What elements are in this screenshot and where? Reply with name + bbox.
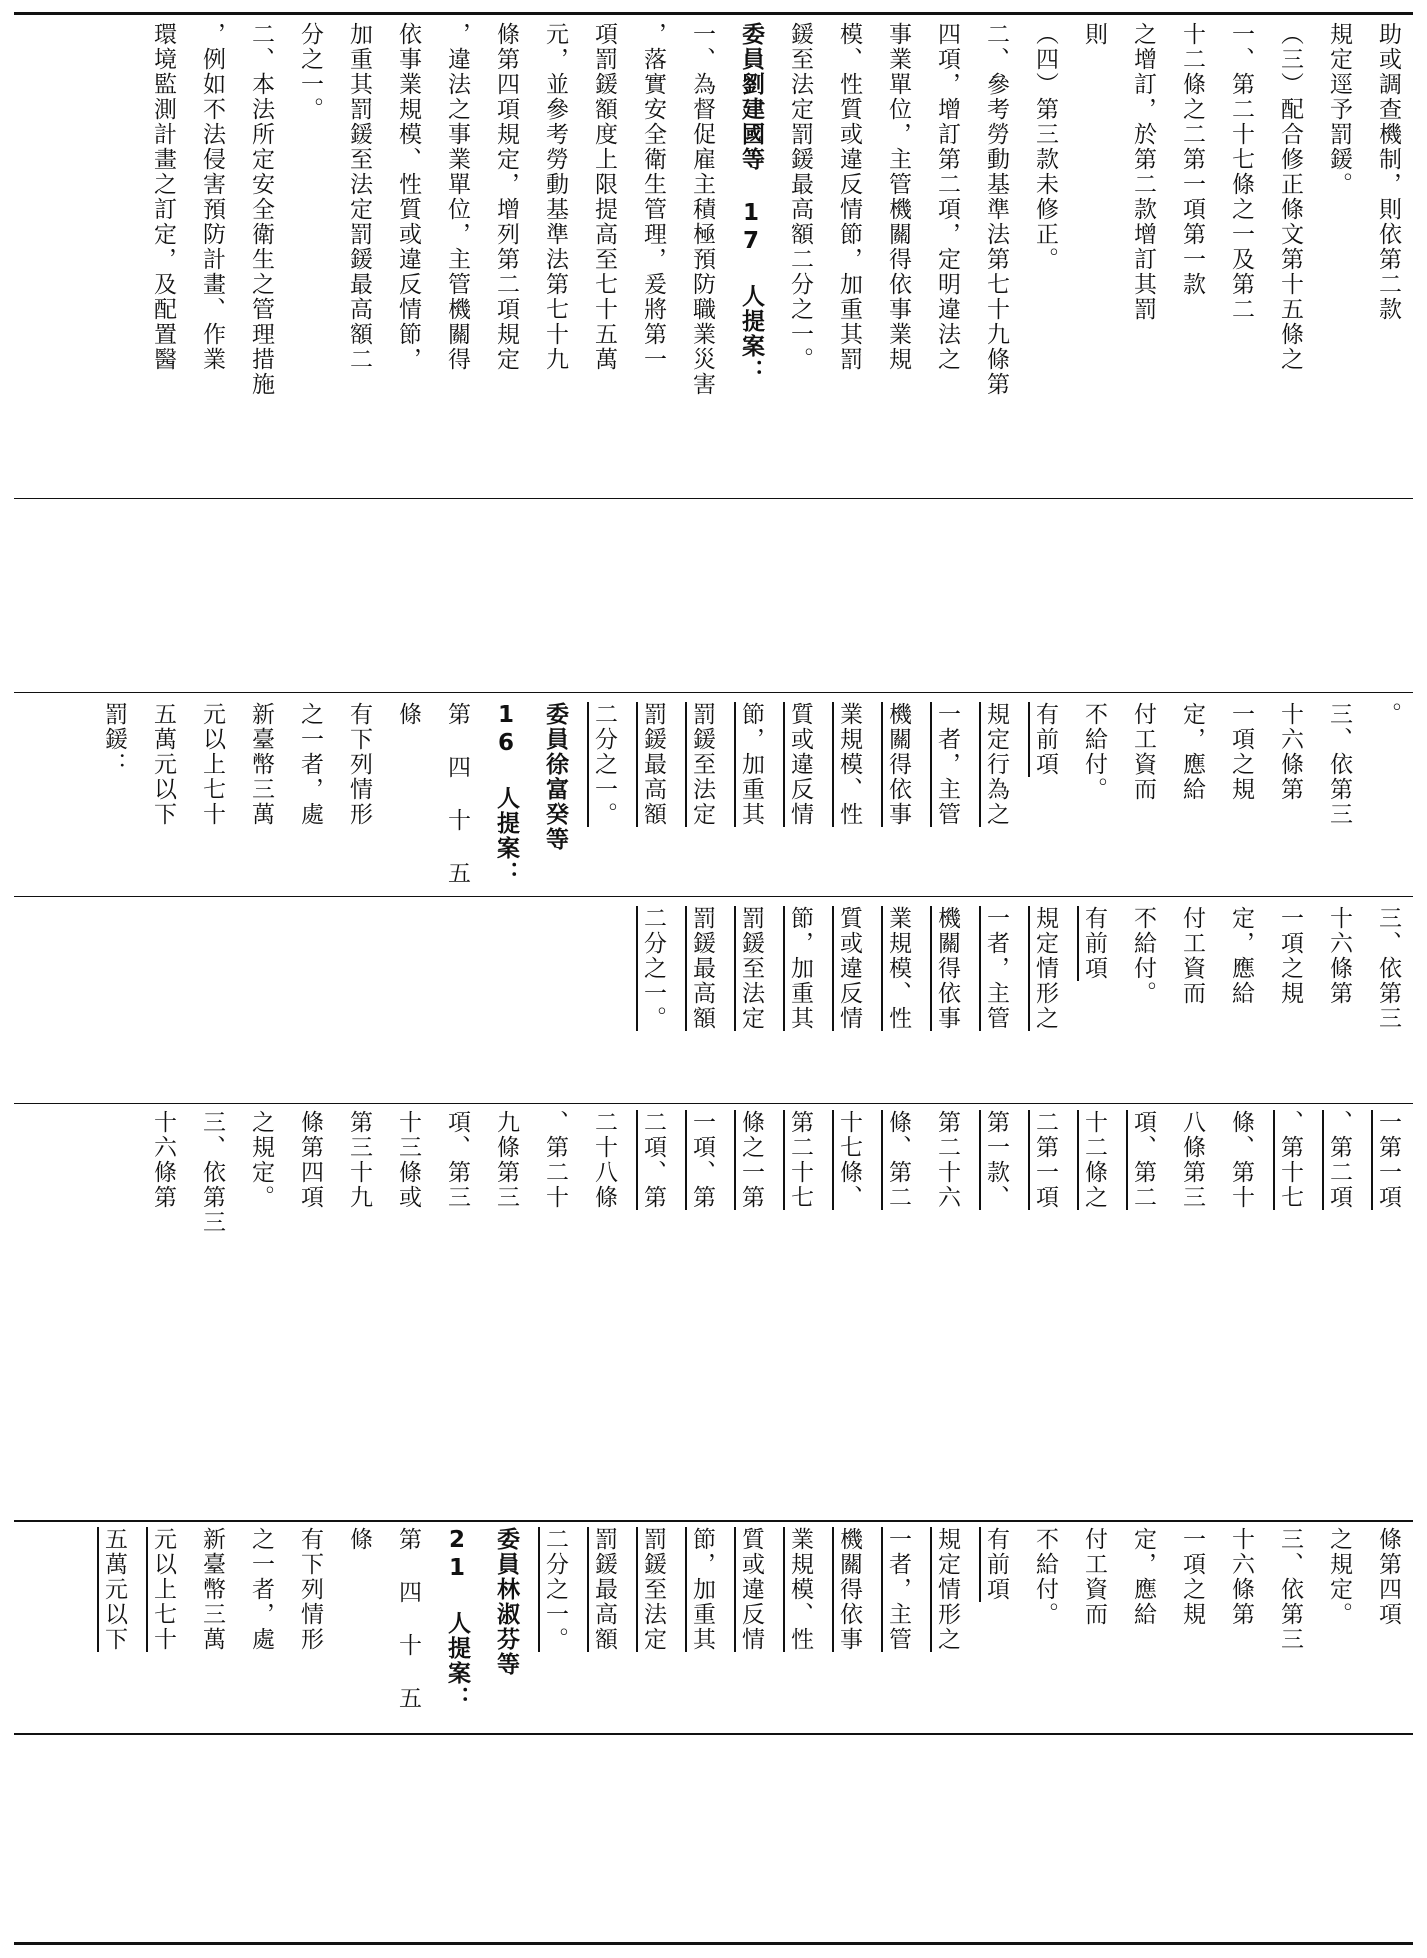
line: 助或調查機制，則依第二款 (1375, 22, 1401, 322)
rule-5 (14, 1520, 1413, 1522)
line: 節，加重其 (689, 1527, 715, 1652)
proposal-cell-b (20, 906, 1412, 1096)
line: 新臺幣三萬 (248, 702, 274, 827)
line: 項、第三 (444, 1110, 470, 1210)
line: 十三條或 (395, 1110, 421, 1210)
line: 一者，主管 (934, 702, 960, 827)
rule-top (14, 12, 1413, 15)
line: 、第十七 (1277, 1110, 1303, 1210)
line: 機關得依事 (836, 1527, 862, 1652)
line: 四項，增訂第二項，定明違法之 (934, 22, 960, 372)
proposal-heading: 委員劉建國等 17 人提案： (738, 22, 764, 384)
rule-2 (14, 692, 1413, 693)
line: 罰鍰最高額 (689, 906, 715, 1031)
line: 加重其罰鍰至法定罰鍰最高額二 (346, 22, 372, 372)
line: 罰鍰： (101, 702, 127, 777)
line: 一者，主管 (885, 1527, 911, 1652)
line: 則 (1081, 22, 1107, 47)
line: 第二十七 (787, 1110, 813, 1210)
line: 、第二十 (542, 1110, 568, 1210)
line: 元以上七十 (150, 1527, 176, 1652)
line: 不給付。 (1081, 702, 1107, 802)
line: 十六條第 (1277, 702, 1303, 802)
line: ，違法之事業單位，主管機關得 (444, 22, 470, 372)
explanation-cell (20, 22, 1412, 492)
line: 罰鍰最高額 (591, 1527, 617, 1652)
line: 一第一項 (1375, 1110, 1401, 1210)
line: 二十八條 (591, 1110, 617, 1210)
line: 付工資而 (1130, 702, 1156, 802)
line: 質或違反情 (836, 906, 862, 1031)
line: 定，應給 (1130, 1527, 1156, 1627)
line: 二分之一。 (640, 906, 666, 1031)
line: 項、第二 (1130, 1110, 1156, 1210)
line: 依事業規模、性質或違反情節， (395, 22, 421, 372)
line: 罰鍰至法定 (738, 906, 764, 1031)
line: 規定情形之 (1032, 906, 1058, 1031)
line: 分之一。 (297, 22, 323, 122)
line: 之增訂，於第二款增訂其罰 (1130, 22, 1156, 322)
line: 九條第三 (493, 1110, 519, 1210)
line: 條之一第 (738, 1110, 764, 1210)
line: 機關得依事 (934, 906, 960, 1031)
line: 五萬元以下 (101, 1527, 127, 1652)
line: 質或違反情 (738, 1527, 764, 1652)
line: 條第四項 (297, 1110, 323, 1210)
line: 事業單位，主管機關得依事業規 (885, 22, 911, 372)
line: 十二條之 (1081, 1110, 1107, 1210)
line: 定，應給 (1179, 702, 1205, 802)
line: 節，加重其 (787, 906, 813, 1031)
line: 二、參考勞動基準法第七十九條第 (983, 22, 1009, 397)
line: 新臺幣三萬 (199, 1527, 225, 1652)
proposal-text-c (138, 1110, 1412, 1514)
proposal-cell-c (20, 1110, 1412, 1514)
line: 條、第十 (1228, 1110, 1254, 1210)
line: 之規定。 (248, 1110, 274, 1210)
line: 、第二項 (1326, 1110, 1352, 1210)
rule-6 (14, 1733, 1413, 1735)
line: 之規定。 (1326, 1527, 1352, 1627)
line: 業規模、性 (836, 702, 862, 827)
line: 不給付。 (1032, 1527, 1058, 1627)
line: 鍰至法定罰鍰最高額二分之一。 (787, 22, 813, 372)
line: 元，並參考勞動基準法第七十九 (542, 22, 568, 372)
line: （三）配合修正條文第十五條之 (1277, 22, 1303, 372)
line: 條第四項 (1375, 1527, 1401, 1627)
line: 業規模、性 (787, 1527, 813, 1652)
line: 一項、第 (689, 1110, 715, 1210)
line: 三、依第三 (199, 1110, 225, 1235)
proposal-text-a (89, 702, 1412, 890)
line: 十六條第 (1326, 906, 1352, 1006)
line: 十六條第 (1228, 1527, 1254, 1627)
rule-4 (14, 1103, 1413, 1104)
line: 罰鍰至法定 (640, 1527, 666, 1652)
line: 三、依第三 (1326, 702, 1352, 827)
line: 第二十六 (934, 1110, 960, 1210)
line: ，落實安全衛生管理，爰將第一 (640, 22, 666, 372)
line: 有前項 (983, 1527, 1009, 1602)
line: 二項、第 (640, 1110, 666, 1210)
line: 不給付。 (1130, 906, 1156, 1006)
line: 一項之規 (1228, 702, 1254, 802)
line: 付工資而 (1081, 1527, 1107, 1627)
line: 之一者，處 (297, 702, 323, 827)
line: 三、依第三 (1375, 906, 1401, 1031)
proposal-text-b (628, 906, 1412, 1096)
line: 規定逕予罰鍰。 (1326, 22, 1352, 197)
line: 第一款、 (983, 1110, 1009, 1210)
line: 環境監測計畫之訂定，及配置醫 (150, 22, 176, 372)
proposal-heading: 委員徐富癸等 (542, 702, 568, 852)
line: 二第一項 (1032, 1110, 1058, 1210)
line: 規定情形之 (934, 1527, 960, 1652)
line: 模、性質或違反情節，加重其罰 (836, 22, 862, 372)
line: 第 四 十 五 條 (395, 702, 470, 886)
line: 規定行為之 (983, 702, 1009, 827)
line: 十六條第 (150, 1110, 176, 1210)
proposal-heading: 委員林淑芬等 (493, 1527, 519, 1677)
line: 質或違反情 (787, 702, 813, 827)
rule-3 (14, 896, 1413, 897)
proposal-cell-d (20, 1527, 1412, 1727)
line: 二分之一。 (542, 1527, 568, 1652)
line: ，例如不法侵害預防計畫、作業 (199, 22, 225, 372)
rule-bottom (14, 1942, 1413, 1945)
line: 第三十九 (346, 1110, 372, 1210)
line: 二分之一。 (591, 702, 617, 827)
line: 十二條之二第一項第一款 (1179, 22, 1205, 297)
explanation-text (138, 22, 1412, 492)
line: 有前項 (1081, 906, 1107, 981)
line: 。 (1375, 702, 1401, 727)
line: （四）第三款未修正。 (1032, 22, 1058, 272)
line: 一項之規 (1179, 1527, 1205, 1627)
line: 機關得依事 (885, 702, 911, 827)
line: 條、第二 (885, 1110, 911, 1210)
line: 五萬元以下 (150, 702, 176, 827)
proposal-heading: 21 人提案： (444, 1527, 470, 1711)
proposal-heading: 16 人提案： (493, 702, 519, 886)
line: 節，加重其 (738, 702, 764, 827)
line: 付工資而 (1179, 906, 1205, 1006)
line: 一、為督促雇主積極預防職業災害 (689, 22, 715, 397)
line: 有前項 (1032, 702, 1058, 777)
line: 之一者，處 (248, 1527, 274, 1652)
line: 罰鍰最高額 (640, 702, 666, 827)
line: 元以上七十 (199, 702, 225, 827)
line: 一者，主管 (983, 906, 1009, 1031)
proposal-cell-a (20, 702, 1412, 890)
line: 二、本法所定安全衛生之管理措施 (248, 22, 274, 397)
line: 第 四 十 五 條 (346, 1527, 421, 1711)
line: 十七條、 (836, 1110, 862, 1210)
line: 有下列情形 (346, 702, 372, 827)
rule-1 (14, 498, 1413, 499)
line: 三、依第三 (1277, 1527, 1303, 1652)
line: 條第四項規定，增列第二項規定 (493, 22, 519, 372)
line: 罰鍰至法定 (689, 702, 715, 827)
line: 一項之規 (1277, 906, 1303, 1006)
proposal-text-d (89, 1527, 1412, 1727)
line: 定，應給 (1228, 906, 1254, 1006)
line: 一、第二十七條之一及第二 (1228, 22, 1254, 322)
line: 業規模、性 (885, 906, 911, 1031)
line: 八條第三 (1179, 1110, 1205, 1210)
line: 項罰鍰額度上限提高至七十五萬 (591, 22, 617, 372)
line: 有下列情形 (297, 1527, 323, 1652)
